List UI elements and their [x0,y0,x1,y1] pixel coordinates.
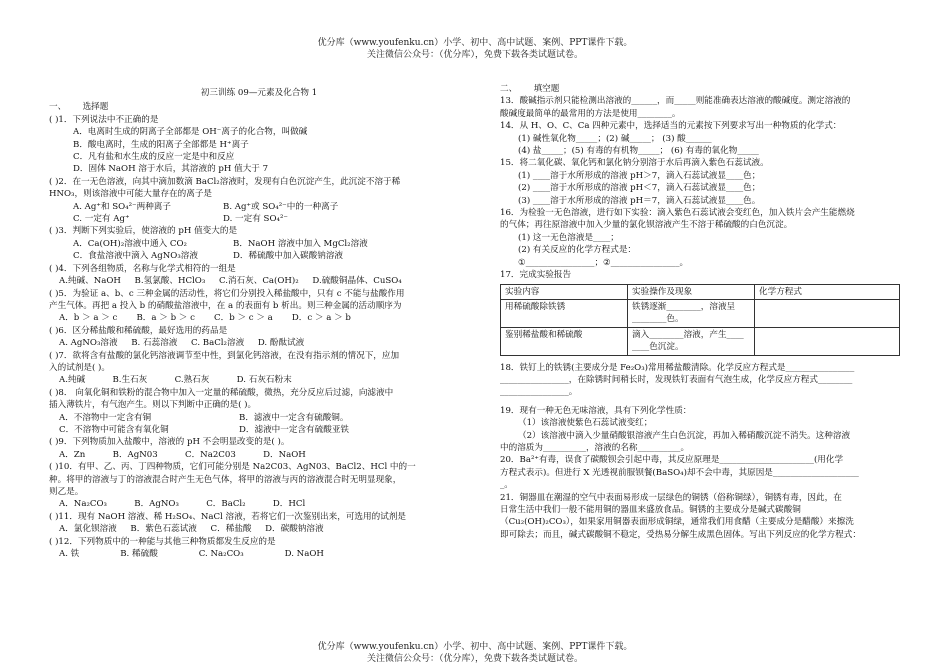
question-21-cont2: （Cu₂(OH)₂CO₃），如果家用铜器表面形成铜绿，通常我们用食醋（主要成分是醋酸）来擦洗 [500,517,854,528]
question-3: ( )3．判断下列实验后，使溶液的 pH 值变大的是 [49,226,238,237]
table-cell: 鉴别稀盐酸和稀硫酸 [501,327,628,355]
question-12: ( )12．下列物质中的一种能与其他三种物质都发生反应的是 [49,536,276,547]
page-footer [0,641,950,665]
table-cell-blank [755,327,900,355]
q8-options-row2 [49,424,469,436]
question-9: ( )9．下列物质加入盐酸中，溶液的 pH 不会明显改变的是( )。 [49,437,290,448]
q14-line-1: (1) 碱性氧化物_____；(2) 碱_____； (3) 酸______ [518,133,712,144]
q1-option-c: C．凡有盐和水生成的反应一定是中和反应 [73,152,235,163]
question-8-cont: 插入薄铁片，有气泡产生。则以下判断中正确的是( )。 [49,400,257,411]
table-header-cell: 化学方程式 [755,284,900,299]
table-header-cell: 实验内容 [501,284,628,299]
question-15: 15．将二氧化碳、氧化钙和氯化钠分别溶于水后再滴入紫色石蕊试液。 [500,158,769,169]
table-cell [628,299,755,327]
q8-option-c: C．不溶物中可能含有氧化铜 [59,424,169,435]
q3-option-c: C．食盐溶液中滴入 AgNO₃溶液 [73,251,198,262]
q2-options-row1 [49,201,469,213]
header-line-1: 优分库（www.youfenku.cn）小学、初中、高中试题、案例、PPT课件下载。 [317,38,633,48]
question-10: ( )10．有甲、乙、丙、丁四种物质，它们可能分别是 Na2C03、AgN03、BaCl2、HCl 中的一 [49,462,416,473]
table-cell-line: 铁锈逐渐________，溶液呈 [632,301,736,312]
footer-line-2: 关注微信公众号：（优分库），免费下载各类试题试卷。 [366,654,583,664]
q1-option-b: B．酸电离时，生成的阳离子全部都是 H⁺离子 [73,139,249,150]
question-18-cont: ________________，在除锈时间稍长时，发现铁钉表面有气泡生成，化学反应方程式________ [500,374,853,385]
q10-options: A．Na₂CO₃ B．AgNO₃ C．BaCl₂ D．HCl [59,499,306,510]
q19-item-2: （2）该溶液中滴入少量硝酸银溶液产生白色沉淀，再加入稀硝酸沉淀不消失。这种溶液 [518,430,851,441]
q2-option-d: D. 一定有 SO₄²⁻ [223,214,288,225]
q16-item-2: (2) 有关反应的化学方程式是： [518,245,637,256]
q14-line-2: (4) 盐_____；(5) 有毒的有机物_____； (6) 有毒的氧化物_____ [518,146,759,157]
q16-item-3: ①________________；②________________。 [518,257,689,268]
q15-item-1: (1) ____溶于水所形成的溶液 pH＞7，滴入石蕊试液显____色； [518,170,761,181]
question-17: 17．完成实验报告 [500,270,572,281]
right-column [500,75,905,541]
header-line-2: 关注微信公众号：（优分库），免费下载各类试题试卷。 [366,50,583,60]
table-row [501,327,900,355]
question-7: ( )7．欲将含有盐酸的氯化钙溶液调节至中性，到氯化钙溶液，在没有指示剂的情况下，应加 [49,350,400,361]
table-cell-line: ____色沉淀。 [632,342,684,353]
left-column [49,87,469,560]
question-20-cont2: _。 [500,480,513,491]
question-4: ( )4．下列各组物质，名称与化学式相符的一组是 [49,263,236,274]
question-11: ( )11．现有 NaOH 溶液、稀 H₂SO₄、NaCl 溶液，若将它们一次鉴别出来，可选用的试剂是 [49,511,406,522]
table-cell-blank [755,299,900,327]
q9-options: A．Zn B．AgN03 C．Na2C03 D．NaOH [59,449,306,460]
question-16: 16．为检验一无色溶液，进行如下实验：滴入紫色石蕊试液会变红色，加入铁片会产生能燃烧 [500,208,855,219]
question-2-cont: HNO₃，则该溶液中可能大量存在的离子是 [49,189,213,200]
q3-option-a: A．Ca(OH)₂溶液中通入 CO₂ [73,238,187,249]
q8-options-row1 [49,412,469,424]
q15-item-3: (3) ____溶于水所形成的溶液 pH＝7，滴入石蕊试液显____色。 [518,195,761,206]
question-16-cont: 的气体；再往原溶液中加入少量的氯化钡溶液产生不溶于稀硫酸的白色沉淀。 [500,220,793,231]
q15-item-2: (2) ____溶于水所形成的溶液 pH＜7，滴入石蕊试液显____色； [518,183,761,194]
q2-options-row2 [49,213,469,225]
q3-options-row2 [49,250,469,262]
question-5-cont: 产生气体。再把 a 投入 b 的硝酸盐溶液中，在 a 的表面有 b 析出。则三种金属的活动顺序为 [49,300,402,311]
table-cell: 用稀硫酸除铁锈 [501,299,628,327]
question-13-cont: 酸碱度最简单的最常用的方法是使用________。 [500,108,681,119]
question-18-cont2: ________________。 [500,387,578,398]
question-10-cont: 种。将甲的溶液与丁的溶液混合时产生无色气体，将甲的溶液与丙的溶液混合时无明显现象， [49,474,402,485]
table-cell [628,327,755,355]
page-title: 初三训练 09—元素及化合物 1 [200,88,318,98]
question-21-cont: 日常生活中我们一般不能用铜的器皿来盛放食品。铜锈的主要成分是碱式碳酸铜 [500,505,801,515]
q7-options: A.纯碱 B.生石灰 C.熟石灰 D. 石灰石粉末 [59,375,292,386]
question-20-cont: 方程式表示)。但进行 X 光透视前服钡餐(BaSO₄)却不会中毒，其原因是____________________ [500,467,859,478]
section-fill-heading: 二、 填空题 [500,84,560,94]
question-13: 13．酸碱指示剂只能检测出溶液的______，而_____则能准确表达溶液的酸碱度。测定溶液的 [500,96,851,107]
question-5: ( )5．为验证 a、b、c 三种金属的活动性，将它们分别投入稀盐酸中，只有 c 不能与盐酸作用 [49,288,405,299]
q2-option-c: C. 一定有 Ag⁺ [73,214,130,225]
table-header-row [501,284,900,299]
q16-item-1: (1) 这一无色溶液是____； [518,232,619,243]
q3-option-b: B．NaOH 溶液中加入 MgCl₂溶液 [233,238,368,249]
q8-option-d: D．滤液中一定含有硫酸亚铁 [239,424,350,435]
question-21-cont3: 即可除去；而且，碱式碳酸铜不稳定，受热易分解生成黑色固体。写出下列反应的化学方程式： [500,529,861,540]
q1-option-d: D．固体 NaOH 溶于水后，其溶液的 pH 值大于 7 [73,164,269,175]
q11-options: A．氯化钡溶液 B．紫色石蕊试液 C．稀盐酸 D．碳酸钠溶液 [59,524,324,535]
q4-options: A.纯碱、NaOH B.氢氯酸、HClO₃ C.消石灰、Ca(OH)₂ D.硫酸铜晶体、CuSO₄ [59,276,402,287]
question-20: 20．Ba²⁺有毒，误食了碳酸钡会引起中毒，其反应原理是______________________(用化学 [500,455,844,466]
table-header-cell: 实验操作及现象 [628,284,755,299]
experiment-report-table [500,284,900,356]
q2-option-b: B. Ag⁺或 SO₄²⁻中的一种离子 [223,201,339,212]
question-2: ( )2．在一无色溶液，向其中滴加数滴 BaCl₂溶液时，发现有白色沉淀产生，此沉淀不溶于稀 [49,176,401,187]
q3-options-row1 [49,238,469,250]
q2-option-a: A. Ag⁺和 SO₄²⁻两种离子 [73,201,171,212]
question-18: 18．铁钉上的铁锈(主要成分是 Fe₂O₃)常用稀盐酸清除。化学反应方程式是________________ [500,362,855,373]
q3-option-d: D．稀硫酸中加入碳酸钠溶液 [233,251,344,262]
question-7-cont: 入的试剂是( )。 [49,362,110,373]
q19-item-2-cont: 中的溶质为__________，溶液的名称__________。 [500,442,690,453]
question-21: 21．铜器皿在潮湿的空气中表面易形成一层绿色的铜锈（俗称铜绿），铜锈有毒，因此，在 [500,492,842,503]
q12-options: A. 铁 B. 稀硫酸 C. Na₂CO₃ D. NaOH [59,549,324,560]
q8-option-b: B．滤液中一定含有硫酸铜。 [239,412,349,423]
question-14: 14．从 H、O、C、Ca 四种元素中，选择适当的元素按下列要求写出一种物质的化学式： [500,121,842,132]
q6-options: A. AgNO₃溶液 B. 石蕊溶液 C. BaCl₂溶液 D. 酚酞试液 [59,338,305,349]
q8-option-a: A．不溶物中一定含有铜 [59,412,152,423]
page-header [0,37,950,61]
q19-item-1: （1）该溶液使紫色石蕊试液变红； [518,418,653,429]
footer-line-1: 优分库（www.youfenku.cn）小学、初中、高中试题、案例、PPT课件下载。 [317,642,633,652]
question-19: 19．现有一种无色无味溶液，具有下列化学性质： [500,405,692,416]
question-8: ( )8． 向氧化铜和铁粉的混合物中加入一定量的稀硫酸，微热，充分反应后过滤，向滤液中 [49,387,394,398]
section-choice-heading: 一、 选择题 [49,102,109,113]
question-6: ( )6．区分稀盐酸和稀硫酸，最好选用的药品是 [49,325,228,336]
q1-option-a: A．电离时生成的阴离子全部都是 OH⁻离子的化合物，叫做碱 [73,127,308,138]
question-10-cont2: 则乙是。 [49,487,84,497]
q5-options: A．b ＞ a ＞ c B．a ＞ b ＞ c C．b ＞ c ＞ a D．c ＞ a ＞ b [59,313,351,324]
table-cell-line: 滴入________溶液，产生____ [632,329,744,340]
question-1: ( )1．下列说法中不正确的是 [49,114,159,125]
table-cell-line: ________色。 [632,314,684,325]
table-row [501,299,900,327]
